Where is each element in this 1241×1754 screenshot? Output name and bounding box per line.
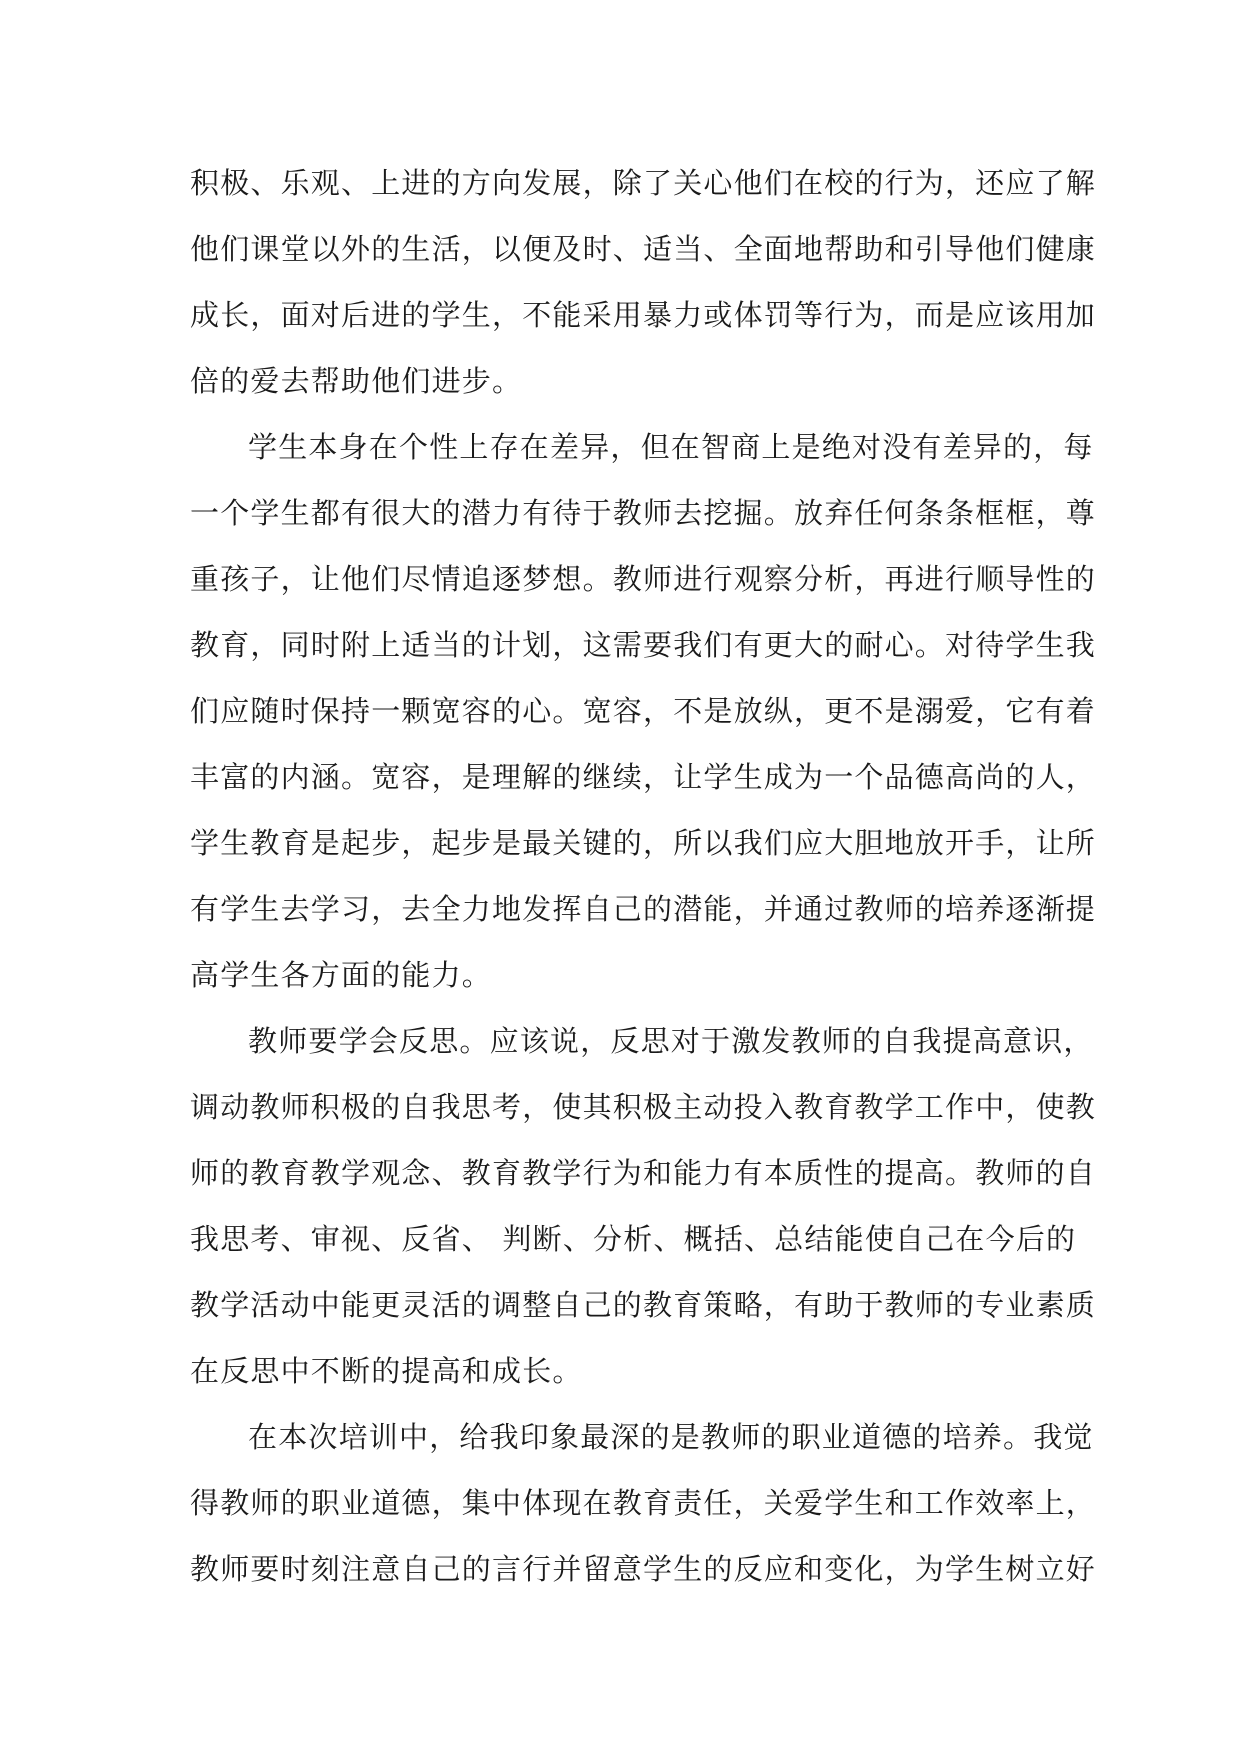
text-line: 教师要时刻注意自己的言行并留意学生的反应和变化，为学生树立好 bbox=[190, 1552, 1097, 1586]
text-line: 丰富的内涵。宽容，是理解的继续，让学生成为一个品德高尚的人， bbox=[190, 760, 1097, 794]
text-line: 倍的爱去帮助他们进步。 bbox=[190, 364, 523, 398]
text-line: 得教师的职业道德，集中体现在教育责任，关爱学生和工作效率上， bbox=[190, 1486, 1097, 1520]
text-line: 学生教育是起步，起步是最关键的，所以我们应大胆地放开手，让所 bbox=[190, 826, 1097, 860]
text-line: 一个学生都有很大的潜力有待于教师去挖掘。放弃任何条条框框，尊 bbox=[190, 496, 1097, 530]
text-line: 他们课堂以外的生活，以便及时、适当、全面地帮助和引导他们健康 bbox=[190, 232, 1097, 266]
text-line: 师的教育教学观念、教育教学行为和能力有本质性的提高。教师的自 bbox=[190, 1156, 1097, 1190]
text-line: 高学生各方面的能力。 bbox=[190, 958, 493, 992]
text-line: 有学生去学习，去全力地发挥自己的潜能，并通过教师的培养逐渐提 bbox=[190, 892, 1097, 926]
text-line: 在反思中不断的提高和成长。 bbox=[190, 1354, 583, 1388]
paragraph-first-line: 在本次培训中，给我印象最深的是教师的职业道德的培养。我觉 bbox=[248, 1420, 1094, 1454]
document-body bbox=[190, 160, 1097, 1612]
text-line: 成长，面对后进的学生，不能采用暴力或体罚等行为，而是应该用加 bbox=[190, 298, 1097, 332]
text-line: 们应随时保持一颗宽容的心。宽容，不是放纵，更不是溺爱，它有着 bbox=[190, 694, 1097, 728]
text-line: 重孩子，让他们尽情追逐梦想。教师进行观察分析，再进行顺导性的 bbox=[190, 562, 1097, 596]
paragraph-first-line: 学生本身在个性上存在差异，但在智商上是绝对没有差异的，每 bbox=[248, 430, 1094, 464]
text-line: 教育，同时附上适当的计划，这需要我们有更大的耐心。对待学生我 bbox=[190, 628, 1097, 662]
text-line: 教学活动中能更灵活的调整自己的教育策略，有助于教师的专业素质 bbox=[190, 1288, 1097, 1322]
text-line: 调动教师积极的自我思考，使其积极主动投入教育教学工作中，使教 bbox=[190, 1090, 1097, 1124]
text-line: 积极、乐观、上进的方向发展，除了关心他们在校的行为，还应了解 bbox=[190, 166, 1097, 200]
paragraph-first-line: 教师要学会反思。应该说，反思对于激发教师的自我提高意识， bbox=[248, 1024, 1094, 1058]
text-line: 我思考、审视、反省、 判断、分析、概括、总结能使自己在今后的 bbox=[190, 1222, 1077, 1256]
